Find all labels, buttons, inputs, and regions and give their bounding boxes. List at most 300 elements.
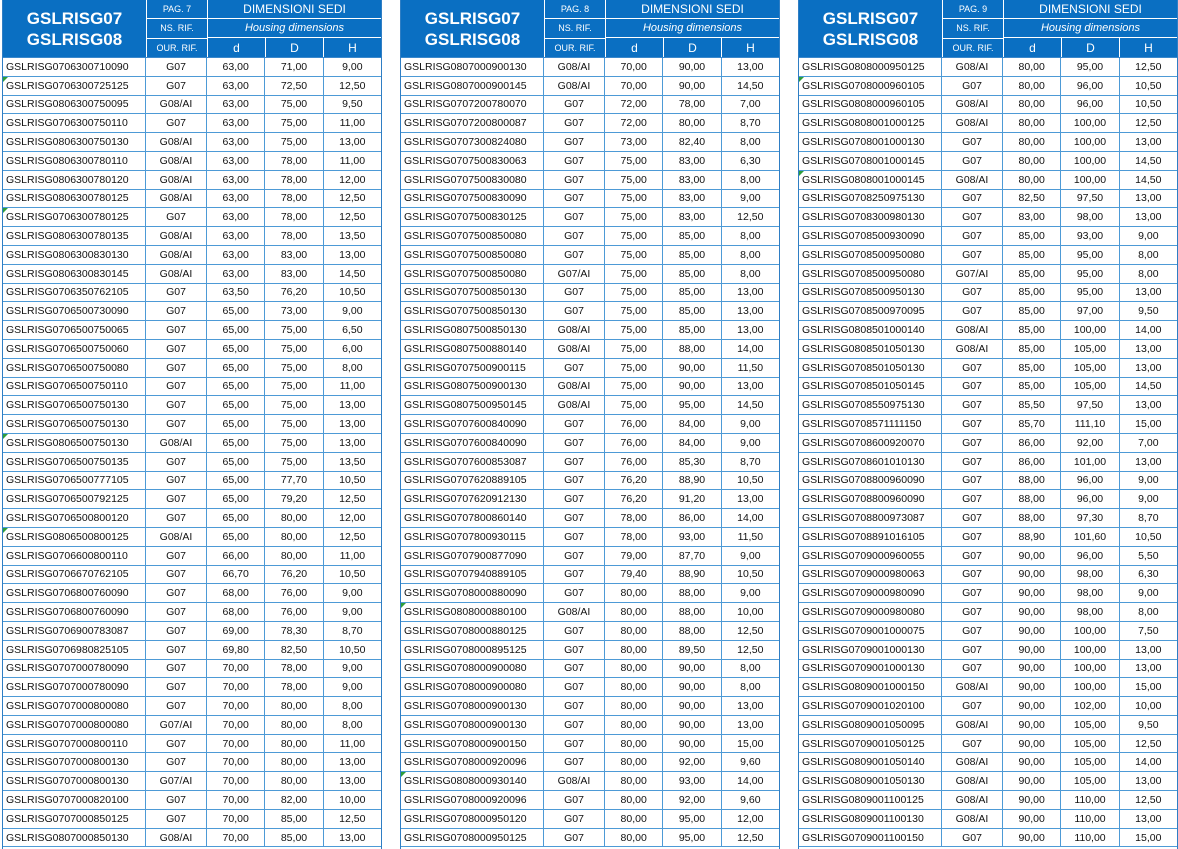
- ns-rif-label: NS. RIF.: [545, 19, 605, 38]
- dim-H-cell: 8,00: [342, 699, 363, 712]
- dim-H-cell: 10,00: [339, 793, 366, 806]
- part-code-cell: GSLRISG0809001000150: [799, 678, 942, 696]
- table-row: [799, 453, 1177, 472]
- table-row: [3, 415, 381, 434]
- part-code-cell: GSLRISG0706600800110: [3, 547, 146, 565]
- part-code-cell: GSLRISG0709001000075: [799, 622, 942, 640]
- dim-d-cell: 80,00: [605, 753, 663, 771]
- dim-D-cell: 88,00: [663, 603, 721, 621]
- dim-d-cell: 80,00: [605, 829, 663, 847]
- col-header-H: H: [746, 40, 755, 55]
- part-code-cell: GSLRISG0708800973087: [799, 509, 942, 527]
- our-ref-cell: G07: [544, 641, 605, 659]
- dim-D-cell: 75,00: [265, 321, 323, 339]
- dim-D-cell: 85,00: [663, 321, 721, 339]
- dim-d-cell: 75,00: [605, 152, 663, 170]
- dim-d-cell: 75,00: [605, 340, 663, 358]
- part-code-cell: GSLRISG0708000895125: [401, 641, 544, 659]
- dim-D-cell: 110,00: [1061, 791, 1119, 809]
- dim-d-cell: 68,00: [207, 584, 265, 602]
- our-ref-cell: G07: [544, 152, 605, 170]
- dim-H-cell: 14,50: [737, 79, 764, 92]
- our-ref-cell: G07: [146, 697, 207, 715]
- table-panel-page-8: [400, 0, 780, 849]
- dim-H-cell: 13,50: [339, 230, 366, 243]
- table-row: [401, 641, 779, 660]
- dim-H-cell: 10,50: [339, 568, 366, 581]
- our-ref-cell: G07: [544, 660, 605, 678]
- our-ref-cell: G07: [942, 603, 1003, 621]
- dim-d-cell: 78,00: [605, 509, 663, 527]
- dim-H-cell: 13,00: [1135, 775, 1162, 788]
- page-number: PAG. 9: [943, 0, 1003, 19]
- our-ref-cell: G07: [942, 641, 1003, 659]
- dim-d-cell: 90,00: [1003, 566, 1061, 584]
- dim-d-cell: 70,00: [207, 660, 265, 678]
- dim-D-cell: 90,00: [663, 58, 721, 76]
- dim-D-cell: 105,00: [1061, 359, 1119, 377]
- dim-H-cell: 6,30: [740, 154, 761, 167]
- table-row: [799, 735, 1177, 754]
- table-row: [799, 190, 1177, 209]
- table-body: [3, 58, 381, 847]
- part-code-cell: GSLRISG0707500850080: [401, 265, 544, 283]
- ns-rif-label: NS. RIF.: [147, 19, 207, 38]
- dim-H-cell: 13,00: [339, 756, 366, 769]
- dim-d-cell: 85,00: [1003, 359, 1061, 377]
- dim-D-cell: 90,00: [663, 697, 721, 715]
- dim-D-cell: 90,00: [663, 735, 721, 753]
- part-code-cell: GSLRISG0806300780110: [3, 152, 146, 170]
- dim-H-cell: 8,00: [740, 267, 761, 280]
- table-row: [401, 810, 779, 829]
- table-row: [401, 77, 779, 96]
- part-code-cell: GSLRISG0708891016105: [799, 528, 942, 546]
- table-body: [799, 58, 1177, 847]
- dim-d-cell: 80,00: [605, 716, 663, 734]
- dim-H-cell: 13,00: [1135, 136, 1162, 149]
- dim-H-cell: 13,00: [1135, 643, 1162, 656]
- table-row: [401, 490, 779, 509]
- table-row: [3, 472, 381, 491]
- table-row: [799, 227, 1177, 246]
- part-code-cell: GSLRISG0707300824080: [401, 133, 544, 151]
- part-code-cell: GSLRISG0808501050130: [799, 340, 942, 358]
- table-row: [3, 396, 381, 415]
- dim-D-cell: 76,20: [265, 284, 323, 302]
- part-code-cell: GSLRISG0806300750130: [3, 133, 146, 151]
- dim-D-cell: 97,00: [1061, 302, 1119, 320]
- dim-D-cell: 78,00: [265, 227, 323, 245]
- dim-H-cell: 14,50: [1135, 173, 1162, 186]
- part-code-cell: GSLRISG0708500930090: [799, 227, 942, 245]
- dim-D-cell: 75,00: [265, 434, 323, 452]
- table-row: [401, 171, 779, 190]
- part-code-cell: GSLRISG0708000880125: [401, 622, 544, 640]
- dim-D-cell: 83,00: [663, 152, 721, 170]
- table-row: [799, 660, 1177, 679]
- table-row: [3, 735, 381, 754]
- table-row: [3, 302, 381, 321]
- part-code-cell: GSLRISG0706800760090: [3, 603, 146, 621]
- dim-D-cell: 83,00: [663, 171, 721, 189]
- table-row: [401, 547, 779, 566]
- part-code-cell: GSLRISG0709001050125: [799, 735, 942, 753]
- our-ref-cell: G08/AI: [146, 171, 207, 189]
- dim-H-cell: 12,50: [339, 812, 366, 825]
- our-ref-cell: G07: [146, 678, 207, 696]
- table-row: [799, 641, 1177, 660]
- part-code-cell: GSLRISG0706350762105: [3, 284, 146, 302]
- dim-D-cell: 75,00: [265, 133, 323, 151]
- table-row: [799, 528, 1177, 547]
- part-code-cell: GSLRISG0709001020100: [799, 697, 942, 715]
- our-ref-cell: G07: [544, 547, 605, 565]
- dim-D-cell: 86,00: [663, 509, 721, 527]
- part-code-cell: GSLRISG0707800930115: [401, 528, 544, 546]
- dim-D-cell: 71,00: [265, 58, 323, 76]
- our-ref-cell: G07: [146, 396, 207, 414]
- dim-D-cell: 83,00: [663, 190, 721, 208]
- dim-H-cell: 13,00: [339, 418, 366, 431]
- dim-d-cell: 75,00: [605, 208, 663, 226]
- table-row: [799, 396, 1177, 415]
- dim-D-cell: 83,00: [663, 208, 721, 226]
- part-code-cell: GSLRISG0807500950145: [401, 396, 544, 414]
- our-ref-cell: G07: [544, 246, 605, 264]
- part-code-cell: GSLRISG0707000850125: [3, 810, 146, 828]
- dim-H-cell: 7,50: [1138, 624, 1159, 637]
- our-rif-label: OUR. RIF.: [952, 42, 994, 53]
- dim-D-cell: 90,00: [663, 378, 721, 396]
- part-code-cell: GSLRISG0808501000140: [799, 321, 942, 339]
- our-ref-cell: G08/AI: [942, 96, 1003, 114]
- dim-d-cell: 79,00: [605, 547, 663, 565]
- col-header-H: H: [348, 40, 357, 55]
- table-row: [799, 208, 1177, 227]
- dim-D-cell: 96,00: [1061, 472, 1119, 490]
- dim-H-cell: 14,00: [737, 342, 764, 355]
- dim-D-cell: 80,00: [265, 509, 323, 527]
- dim-d-cell: 83,00: [1003, 208, 1061, 226]
- dim-H-cell: 13,00: [737, 699, 764, 712]
- table-row: [3, 152, 381, 171]
- dim-H-cell: 10,00: [737, 606, 764, 618]
- part-code-cell: GSLRISG0708600920070: [799, 434, 942, 452]
- dimensions-header: [606, 0, 779, 57]
- part-code-cell: GSLRISG0707500830090: [401, 190, 544, 208]
- our-ref-cell: G07: [942, 378, 1003, 396]
- dim-D-cell: 92,00: [1061, 434, 1119, 452]
- table-row: [401, 152, 779, 171]
- table-row: [3, 490, 381, 509]
- dim-d-cell: 85,70: [1003, 415, 1061, 433]
- part-code-cell: GSLRISG0807500900130: [401, 378, 544, 396]
- dim-H-cell: 12,00: [737, 812, 764, 825]
- our-ref-cell: G07: [544, 566, 605, 584]
- dim-D-cell: 105,00: [1061, 772, 1119, 790]
- our-ref-cell: G07: [544, 96, 605, 114]
- part-code-cell: GSLRISG0708800960090: [799, 472, 942, 490]
- dim-D-cell: 88,00: [663, 622, 721, 640]
- table-body: [401, 58, 779, 847]
- our-ref-cell: G07: [146, 472, 207, 490]
- our-ref-cell: G07: [942, 566, 1003, 584]
- part-code-cell: GSLRISG0707000820100: [3, 791, 146, 809]
- dim-H-cell: 9,00: [1138, 587, 1159, 600]
- dim-H-cell: 13,00: [1135, 812, 1162, 825]
- dim-H-cell: 13,00: [737, 493, 764, 506]
- dim-H-cell: 13,00: [339, 775, 366, 788]
- dim-D-cell: 90,00: [663, 660, 721, 678]
- dim-H-cell: 9,00: [342, 662, 363, 675]
- table-header: [799, 0, 1177, 58]
- part-code-cell: GSLRISG0706500750080: [3, 359, 146, 377]
- dim-H-cell: 8,00: [342, 718, 363, 731]
- dim-D-cell: 93,00: [663, 528, 721, 546]
- dim-H-cell: 9,00: [342, 60, 363, 73]
- table-row: [401, 96, 779, 115]
- our-ref-cell: G07: [942, 227, 1003, 245]
- dim-H-cell: 13,00: [1135, 455, 1162, 468]
- dim-d-cell: 75,00: [605, 321, 663, 339]
- dim-D-cell: 90,00: [663, 678, 721, 696]
- col-header-d: d: [1004, 38, 1062, 57]
- dim-D-cell: 80,00: [265, 528, 323, 546]
- our-ref-cell: G07: [942, 359, 1003, 377]
- dimensions-header: [1004, 0, 1177, 57]
- dim-H-cell: 8,70: [342, 624, 363, 637]
- series-title-line2: GSLRISG08: [26, 29, 123, 49]
- dim-d-cell: 65,00: [207, 509, 265, 527]
- our-ref-cell: G07: [942, 453, 1003, 471]
- our-ref-cell: G07: [544, 716, 605, 734]
- dim-D-cell: 80,00: [265, 547, 323, 565]
- table-row: [799, 584, 1177, 603]
- part-code-cell: GSLRISG0807000900130: [401, 58, 544, 76]
- dim-D-cell: 98,00: [1061, 566, 1119, 584]
- our-ref-cell: G07: [942, 434, 1003, 452]
- dim-H-cell: 13,00: [737, 718, 764, 731]
- table-row: [799, 509, 1177, 528]
- our-ref-cell: G07: [544, 490, 605, 508]
- dim-D-cell: 75,00: [265, 340, 323, 358]
- dim-d-cell: 85,00: [1003, 302, 1061, 320]
- our-ref-cell: G08/AI: [146, 96, 207, 114]
- dim-d-cell: 63,00: [207, 208, 265, 226]
- our-ref-cell: G07: [146, 77, 207, 95]
- dim-H-cell: 10,50: [339, 643, 366, 656]
- table-row: [799, 472, 1177, 491]
- dim-H-cell: 15,00: [1135, 681, 1162, 694]
- dim-H-cell: 13,00: [737, 324, 764, 337]
- part-code-cell: GSLRISG0706300780125: [3, 208, 146, 226]
- dim-D-cell: 78,00: [265, 171, 323, 189]
- our-ref-cell: G07: [942, 697, 1003, 715]
- dim-H-cell: 12,50: [737, 211, 764, 224]
- part-code-cell: GSLRISG0806300830145: [3, 265, 146, 283]
- dim-D-cell: 75,00: [265, 415, 323, 433]
- table-row: [799, 284, 1177, 303]
- dim-H-cell: 13,00: [1135, 662, 1162, 675]
- our-ref-cell: G07: [544, 584, 605, 602]
- dim-H-cell: 15,00: [1135, 418, 1162, 431]
- dim-d-cell: 76,00: [605, 434, 663, 452]
- dim-D-cell: 105,00: [1061, 716, 1119, 734]
- dim-d-cell: 63,00: [207, 152, 265, 170]
- our-ref-cell: G08/AI: [942, 58, 1003, 76]
- dim-D-cell: 90,00: [663, 359, 721, 377]
- dim-D-cell: 78,00: [265, 678, 323, 696]
- our-ref-cell: G07/AI: [146, 772, 207, 790]
- dim-d-cell: 63,50: [207, 284, 265, 302]
- part-code-cell: GSLRISG0809001050095: [799, 716, 942, 734]
- dim-D-cell: 90,00: [663, 716, 721, 734]
- table-row: [3, 528, 381, 547]
- table-row: [799, 378, 1177, 397]
- dim-d-cell: 80,00: [1003, 171, 1061, 189]
- our-ref-cell: G07: [146, 378, 207, 396]
- part-code-cell: GSLRISG0808000960105: [799, 96, 942, 114]
- dim-D-cell: 93,00: [1061, 227, 1119, 245]
- dim-H-cell: 12,50: [339, 530, 366, 543]
- our-ref-cell: G08/AI: [942, 791, 1003, 809]
- dim-d-cell: 65,00: [207, 528, 265, 546]
- part-code-cell: GSLRISG0709001100150: [799, 829, 942, 847]
- table-panel-page-7: [2, 0, 382, 849]
- dim-d-cell: 70,00: [207, 716, 265, 734]
- our-ref-cell: G08/AI: [942, 321, 1003, 339]
- dim-H-cell: 12,50: [339, 211, 366, 224]
- part-code-cell: GSLRISG0706500750130: [3, 415, 146, 433]
- our-ref-cell: G07: [146, 340, 207, 358]
- dim-H-cell: 14,50: [1135, 380, 1162, 393]
- part-code-cell: GSLRISG0706500750130: [3, 396, 146, 414]
- dim-H-cell: 6,00: [342, 342, 363, 355]
- part-code-cell: GSLRISG0708000900080: [401, 660, 544, 678]
- table-row: [3, 566, 381, 585]
- our-ref-cell: G07: [146, 566, 207, 584]
- dim-D-cell: 76,00: [265, 584, 323, 602]
- dim-H-cell: 8,00: [1138, 267, 1159, 280]
- dim-d-cell: 76,20: [605, 472, 663, 490]
- table-row: [401, 114, 779, 133]
- our-ref-cell: G08/AI: [942, 810, 1003, 828]
- part-code-cell: GSLRISG0708571111150: [799, 415, 942, 433]
- dim-d-cell: 90,00: [1003, 810, 1061, 828]
- table-row: [401, 302, 779, 321]
- our-ref-cell: G07: [146, 415, 207, 433]
- dim-d-cell: 75,00: [605, 396, 663, 414]
- part-code-cell: GSLRISG0706500730090: [3, 302, 146, 320]
- our-ref-cell: G07: [544, 509, 605, 527]
- table-row: [401, 509, 779, 528]
- part-code-cell: GSLRISG0808000930140: [401, 772, 544, 790]
- table-row: [3, 453, 381, 472]
- dim-H-cell: 9,00: [740, 549, 761, 562]
- dim-H-cell: 9,50: [1138, 718, 1159, 731]
- our-ref-cell: G08/AI: [146, 265, 207, 283]
- dim-D-cell: 100,00: [1061, 622, 1119, 640]
- dim-d-cell: 90,00: [1003, 547, 1061, 565]
- dim-d-cell: 80,00: [605, 772, 663, 790]
- dim-D-cell: 88,00: [663, 340, 721, 358]
- table-row: [3, 133, 381, 152]
- dim-d-cell: 75,00: [605, 171, 663, 189]
- part-code-cell: GSLRISG0706500750060: [3, 340, 146, 358]
- part-code-cell: GSLRISG0809001100125: [799, 791, 942, 809]
- dim-d-cell: 75,00: [605, 246, 663, 264]
- dim-H-cell: 12,50: [737, 643, 764, 656]
- dim-d-cell: 85,00: [1003, 227, 1061, 245]
- part-code-cell: GSLRISG0708000960105: [799, 77, 942, 95]
- dim-H-cell: 9,60: [740, 793, 761, 806]
- dim-d-cell: 90,00: [1003, 829, 1061, 847]
- dim-D-cell: 97,50: [1061, 190, 1119, 208]
- dim-D-cell: 78,00: [265, 152, 323, 170]
- dim-D-cell: 105,00: [1061, 753, 1119, 771]
- part-code-cell: GSLRISG0708601010130: [799, 453, 942, 471]
- dim-D-cell: 88,00: [663, 584, 721, 602]
- dim-d-cell: 90,00: [1003, 716, 1061, 734]
- table-row: [401, 396, 779, 415]
- table-row: [799, 96, 1177, 115]
- our-ref-cell: G07: [942, 77, 1003, 95]
- our-ref-cell: G07: [146, 622, 207, 640]
- table-row: [3, 378, 381, 397]
- table-row: [401, 378, 779, 397]
- dim-D-cell: 93,00: [663, 772, 721, 790]
- part-code-cell: GSLRISG0706900783087: [3, 622, 146, 640]
- our-ref-cell: G08/AI: [544, 603, 605, 621]
- dim-d-cell: 70,00: [207, 791, 265, 809]
- series-title-line2: GSLRISG08: [822, 29, 919, 49]
- table-row: [401, 453, 779, 472]
- table-row: [3, 641, 381, 660]
- part-code-cell: GSLRISG0707600853087: [401, 453, 544, 471]
- table-header: [401, 0, 779, 58]
- table-row: [3, 265, 381, 284]
- part-code-cell: GSLRISG0707600840090: [401, 434, 544, 452]
- our-ref-cell: G08/AI: [146, 829, 207, 847]
- dim-H-cell: 11,00: [339, 380, 366, 393]
- dim-D-cell: 82,40: [663, 133, 721, 151]
- dim-d-cell: 88,00: [1003, 490, 1061, 508]
- part-code-cell: GSLRISG0706500800120: [3, 509, 146, 527]
- our-ref-cell: G07: [544, 190, 605, 208]
- our-ref-cell: G07: [146, 114, 207, 132]
- our-ref-cell: G07: [146, 660, 207, 678]
- dim-D-cell: 88,90: [663, 566, 721, 584]
- table-row: [401, 434, 779, 453]
- our-ref-cell: G08/AI: [544, 378, 605, 396]
- dim-H-cell: 9,50: [1138, 305, 1159, 318]
- our-rif-label: OUR. RIF.: [554, 42, 596, 53]
- dim-d-cell: 65,00: [207, 321, 265, 339]
- part-code-cell: GSLRISG0808001000125: [799, 114, 942, 132]
- part-code-cell: GSLRISG0709000980090: [799, 584, 942, 602]
- dim-d-cell: 90,00: [1003, 735, 1061, 753]
- table-row: [3, 810, 381, 829]
- dim-d-cell: 86,00: [1003, 434, 1061, 452]
- dim-D-cell: 110,00: [1061, 829, 1119, 847]
- dim-D-cell: 85,00: [663, 227, 721, 245]
- dim-d-cell: 90,00: [1003, 622, 1061, 640]
- table-row: [799, 603, 1177, 622]
- dim-H-cell: 15,00: [1135, 831, 1162, 844]
- series-title-line1: GSLRISG07: [26, 8, 123, 28]
- table-panel-page-9: [798, 0, 1178, 849]
